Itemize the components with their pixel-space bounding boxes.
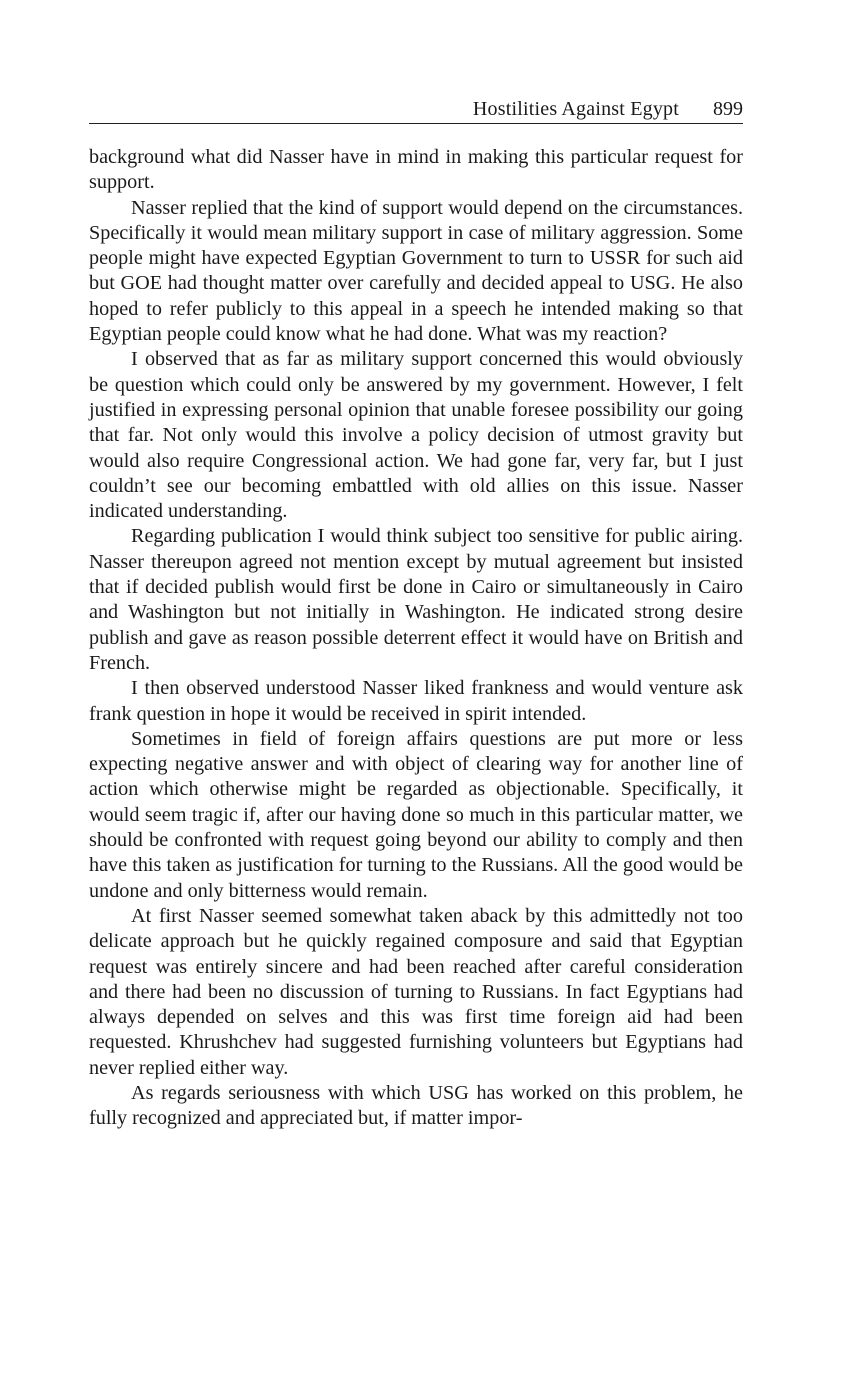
- paragraph: Regarding publication I would think subject too sensitive for public airing. Nasser thereupon agreed not mention except by mutual agreement but insisted that if decided publish would first be done in Cairo or simultaneously in Cairo and Washington but not initially in Washington. He indicated strong desire publish and gave as reason possible deterrent effect it would have on British and French.: [89, 525, 743, 674]
- paragraph: As regards seriousness with which USG has worked on this problem, he fully recognized and appreciated but, if matter impor-: [89, 1081, 743, 1130]
- paragraph: I observed that as far as military support concerned this would obviously be question which could only be answered by my government. However, I felt justified in expressing personal opinion that unable foresee possibility our going that far. Not only would this involve a policy decision of utmost gravity but would also require Congressional action. We had gone far, very far, but I just couldn’t see our becoming embattled with old allies on this issue. Nasser indicated understanding.: [89, 348, 743, 523]
- paragraph: Nasser replied that the kind of support would depend on the circumstances. Specifically it would mean military support in case of military aggression. Some people might have expected Egyptian Government to turn to USSR for such aid but GOE had thought matter over carefully and decided appeal to USG. He also hoped to refer publicly to this appeal in a speech he intended making so that Egyptian people could know what he had done. What was my reaction?: [89, 196, 743, 346]
- body-text: [89, 145, 743, 1132]
- running-head: [89, 99, 743, 124]
- page-number: 899: [713, 98, 743, 120]
- paragraph: I then observed understood Nasser liked frankness and would venture ask frank question in hope it would be received in spirit intended.: [89, 677, 743, 725]
- running-head-title: Hostilities Against Egypt: [472, 98, 679, 120]
- paragraph: Sometimes in field of foreign affairs questions are put more or less expecting negative answer and with object of clearing way for another line of action which otherwise might be regarded as objectionable. Specifically, it would seem tragic if, after our having done so much in this particular matter, we should be confronted with request going beyond our ability to comply and then have this taken as justification for turning to the Russians. All the good would be undone and only bitterness would remain.: [89, 727, 743, 902]
- paragraph: At first Nasser seemed somewhat taken aback by this admittedly not too delicate approach but he quickly regained composure and said that Egyptian request was entirely sincere and had been reached after careful consideration and there had been no discussion of turning to Russians. In fact Egyptians had always depended on selves and this was first time foreign aid had been requested. Khrushchev had suggested furnishing volunteers but Egyptians had never replied either way.: [89, 904, 743, 1079]
- paragraph: background what did Nasser have in mind in making this particular request for support.: [89, 146, 743, 194]
